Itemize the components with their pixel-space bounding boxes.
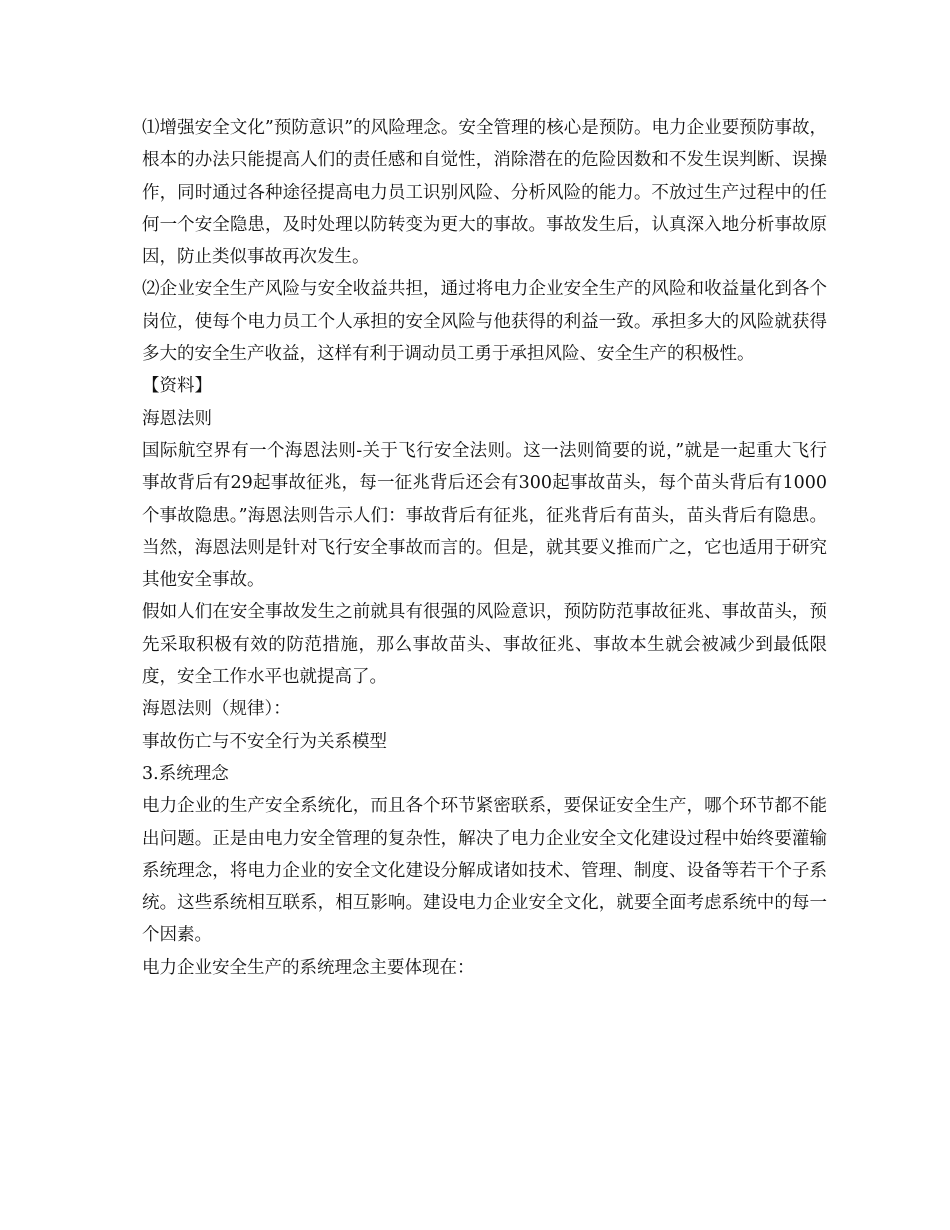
heading-heinrich-rule: 海恩法则（规律）： bbox=[142, 699, 291, 720]
paragraph-heinrich-law: 国际航空界有一个海恩法则-关于飞行安全法则。这一法则简要的说，”就是一起重大飞行事故背后有29起事故征兆，每一征兆背后还会有300起事故苗头，每个苗头背后有1000个事故隐患。”海恩法则告示人们：事故背后有征兆，征兆背后有苗头，苗头背后有隐患。当然，海恩法则是针对飞行安全事故而言的。但是，就其要义推而广之，它也适用于研究其他安全事故。 bbox=[142, 440, 827, 591]
paragraph-risk-awareness: 假如人们在安全事故发生之前就具有很强的风险意识，预防防范事故征兆、事故苗头，预先采取积极有效的防范措施，那么事故苗头、事故征兆、事故本生就会被减少到最低限度，安全工作水平也就提高了。 bbox=[142, 602, 827, 688]
heading-system-concept: 3.系统理念 bbox=[142, 763, 229, 784]
paragraph-system-concept-intro: 电力企业安全生产的系统理念主要体现在： bbox=[142, 957, 475, 978]
paragraph-risk-prevention: ⑴增强安全文化”预防意识”的风险理念。安全管理的核心是预防。电力企业要预防事故，根本的办法只能提高人们的责任感和自觉性，消除潜在的危险因数和不发生误判断、误操作，同时通过各种途径提高电力员工识别风险、分析风险的能力。不放过生产过程中的任何一个安全隐患，及时处理以防转变为更大的事故。事故发生后，认真深入地分析事故原因，防止类似事故再次发生。 bbox=[142, 118, 827, 268]
paragraph-system-concept: 电力企业的生产安全系统化，而且各个环节紧密联系，要保证安全生产，哪个环节都不能出问题。正是由电力安全管理的复杂性，解决了电力企业安全文化建设过程中始终要灌输系统理念，将电力企业的安全文化建设分解成诸如技术、管理、制度、设备等若干个子系统。这些系统相互联系，相互影响。建设电力企业安全文化，就要全面考虑系统中的每一个因素。 bbox=[142, 796, 827, 946]
paragraph-risk-sharing: ⑵企业安全生产风险与安全收益共担，通过将电力企业安全生产的风险和收益量化到各个岗位，使每个电力员工个人承担的安全风险与他获得的利益一致。承担多大的风险就获得多大的安全生产收益，这样有利于调动员工勇于承担风险、安全生产的积极性。 bbox=[142, 279, 827, 365]
document-body bbox=[142, 112, 827, 984]
heading-accident-model: 事故伤亡与不安全行为关系模型 bbox=[142, 731, 387, 752]
section-label-materials: 【资料】 bbox=[142, 376, 212, 397]
heading-heinrich-law: 海恩法则 bbox=[142, 408, 212, 429]
